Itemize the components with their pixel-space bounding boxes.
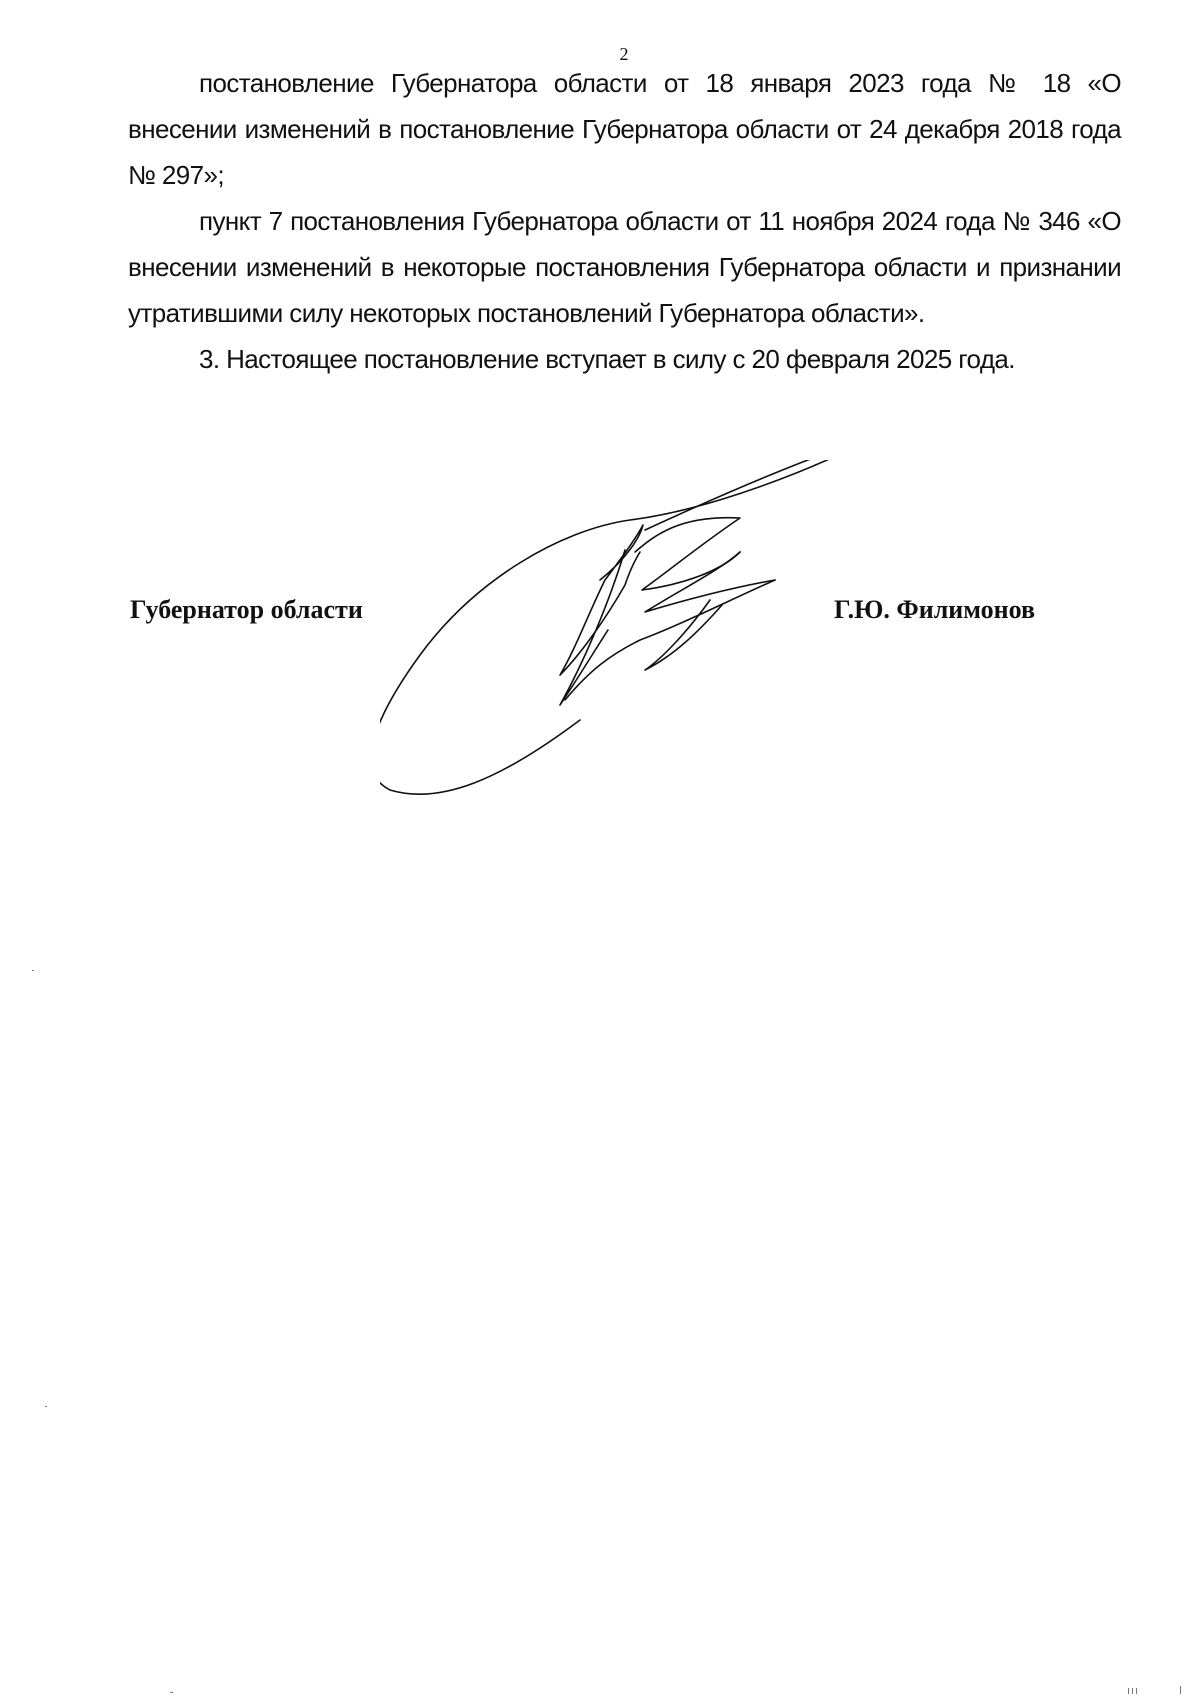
signatory-title: Губернатор области bbox=[130, 595, 363, 624]
paragraph-effective-date: 3. Настоящее постановление вступает в силу с 20 февраля 2025 года. bbox=[199, 344, 1015, 374]
document-body bbox=[128, 60, 1121, 382]
paragraph-repealed-clause: пункт 7 постановления Губернатора области от 11 ноября 2024 года № 346 «О внесении изменений в некоторые постановления Губернатора области и признании утратившими силу некоторых постановлений Губернатора области». bbox=[128, 206, 1121, 328]
signatory-name: Г.Ю. Филимонов bbox=[834, 595, 1036, 624]
paragraph-repealed-decree: постановление Губернатора области от 18 января 2023 года № 18 «О внесении изменений в постановление Губернатора области от 24 декабря 2018 года № 297»; bbox=[128, 68, 1121, 190]
page-number: 2 bbox=[619, 44, 629, 64]
handwritten-signature-icon bbox=[380, 460, 940, 820]
